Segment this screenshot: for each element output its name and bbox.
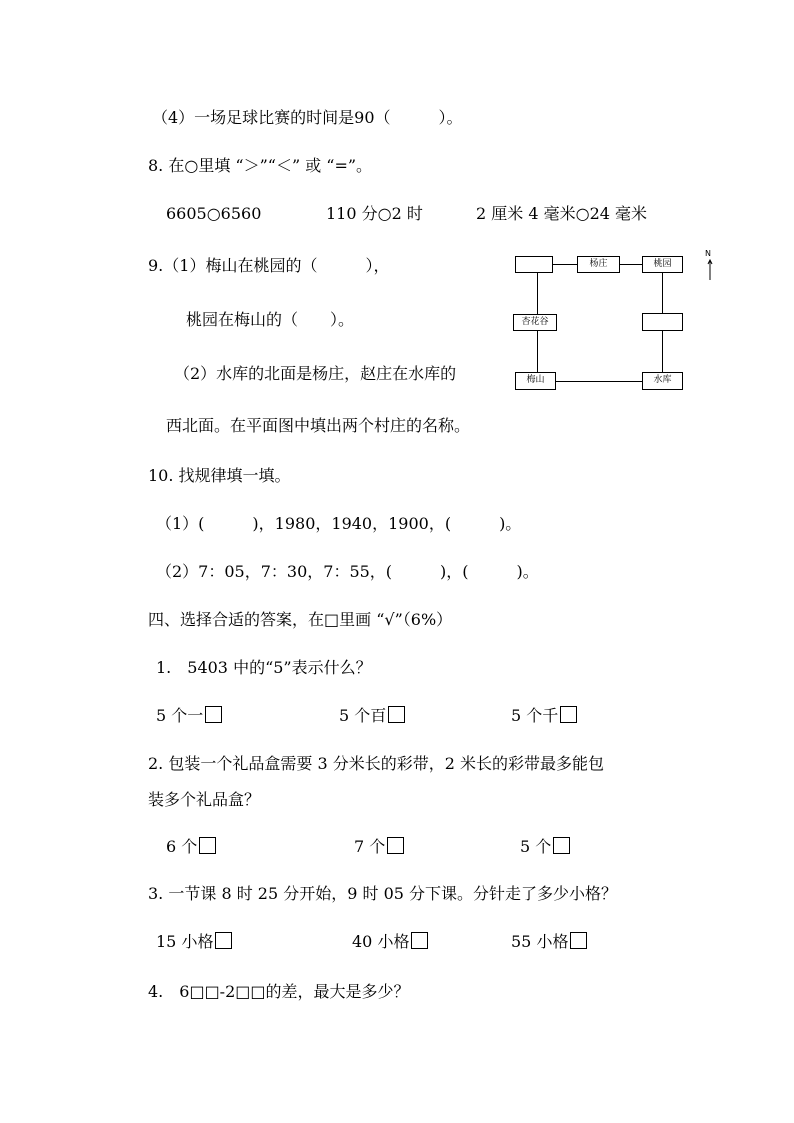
choice-q3-option-1 [156,932,232,952]
choice-q3: 3. 一节课 8 时 25 分开始，9 时 05 分下课。分针走了多少小格？ [148,884,618,903]
answer-checkbox[interactable] [411,932,428,949]
map-place-xinghuagu: 杏花谷 [513,314,557,331]
q9-part1-a: 9.（1）梅山在桃园的（ ）， [148,256,390,275]
choice-q3-option-3 [511,932,587,952]
option-label: 7 个 [354,837,386,856]
map-place-shuiku: 水库 [642,372,683,390]
q9-part2-a: （2）水库的北面是杨庄，赵庄在水库的 [174,364,457,383]
option-label: 6 个 [166,837,198,856]
choice-q2-option-1 [166,837,216,857]
choice-q4: 4. 6□□-2□□的差，最大是多少？ [148,982,410,1001]
choice-q2-line2: 装多个礼品盒？ [148,790,261,809]
choice-q1-option-2 [339,706,405,726]
answer-checkbox[interactable] [570,932,587,949]
choice-q1: 1. 5403 中的“5”表示什么？ [156,658,372,677]
option-label: 5 个百 [339,706,387,725]
map-road [537,331,538,372]
q8-item-1: 6605○6560 [166,204,262,223]
answer-checkbox[interactable] [199,837,216,854]
answer-checkbox[interactable] [553,837,570,854]
q10-part1: （1）( )，1980，1940，1900，( )。 [156,514,522,533]
option-label: 5 个 [520,837,552,856]
choice-q2-option-2 [354,837,404,857]
option-label: 5 个千 [511,706,559,725]
map-place-meishan: 梅山 [515,372,556,390]
answer-checkbox[interactable] [387,837,404,854]
answer-checkbox[interactable] [388,706,405,723]
map-place-yangzhuang: 杨庄 [577,256,620,273]
q9-part1-b: 桃园在梅山的（ ）。 [186,310,355,329]
answer-checkbox[interactable] [560,706,577,723]
option-label: 40 小格 [352,932,410,951]
north-label: N [705,249,711,258]
map-road [662,273,663,313]
map-road [662,331,663,372]
map-place-taoyuan: 桃园 [642,256,683,273]
choice-q2-line1: 2. 包装一个礼品盒需要 3 分米长的彩带，2 米长的彩带最多能包 [148,754,604,773]
map-road [537,273,538,314]
map-place-blank-top-left[interactable] [515,256,553,273]
q8-item-3: 2 厘米 4 毫米○24 毫米 [476,204,648,223]
choice-q3-option-2 [352,932,428,952]
answer-checkbox[interactable] [215,932,232,949]
q10-part2: （2）7：05，7：30，7：55，( )，( )。 [156,562,539,581]
map-road [620,264,642,265]
option-label: 5 个一 [156,706,204,725]
map-place-blank-mid-right[interactable] [642,313,683,331]
map-road [553,264,577,265]
q7-part4: （4）一场足球比赛的时间是90（ ）。 [152,108,463,127]
option-label: 15 小格 [156,932,214,951]
answer-checkbox[interactable] [205,706,222,723]
option-label: 55 小格 [511,932,569,951]
section-4-heading: 四、选择合适的答案，在□里画 “√”（6%） [148,610,453,629]
north-arrow-icon [707,259,713,285]
q8-title: 8. 在○里填 “＞”“＜” 或 “=”。 [148,156,373,175]
map-road [556,381,642,382]
choice-q1-option-1 [156,706,222,726]
q9-part2-b: 西北面。在平面图中填出两个村庄的名称。 [166,416,471,435]
q10-title: 10. 找规律填一填。 [148,466,291,485]
choice-q1-option-3 [511,706,577,726]
q8-item-2: 110 分○2 时 [326,204,423,223]
choice-q2-option-3 [520,837,570,857]
